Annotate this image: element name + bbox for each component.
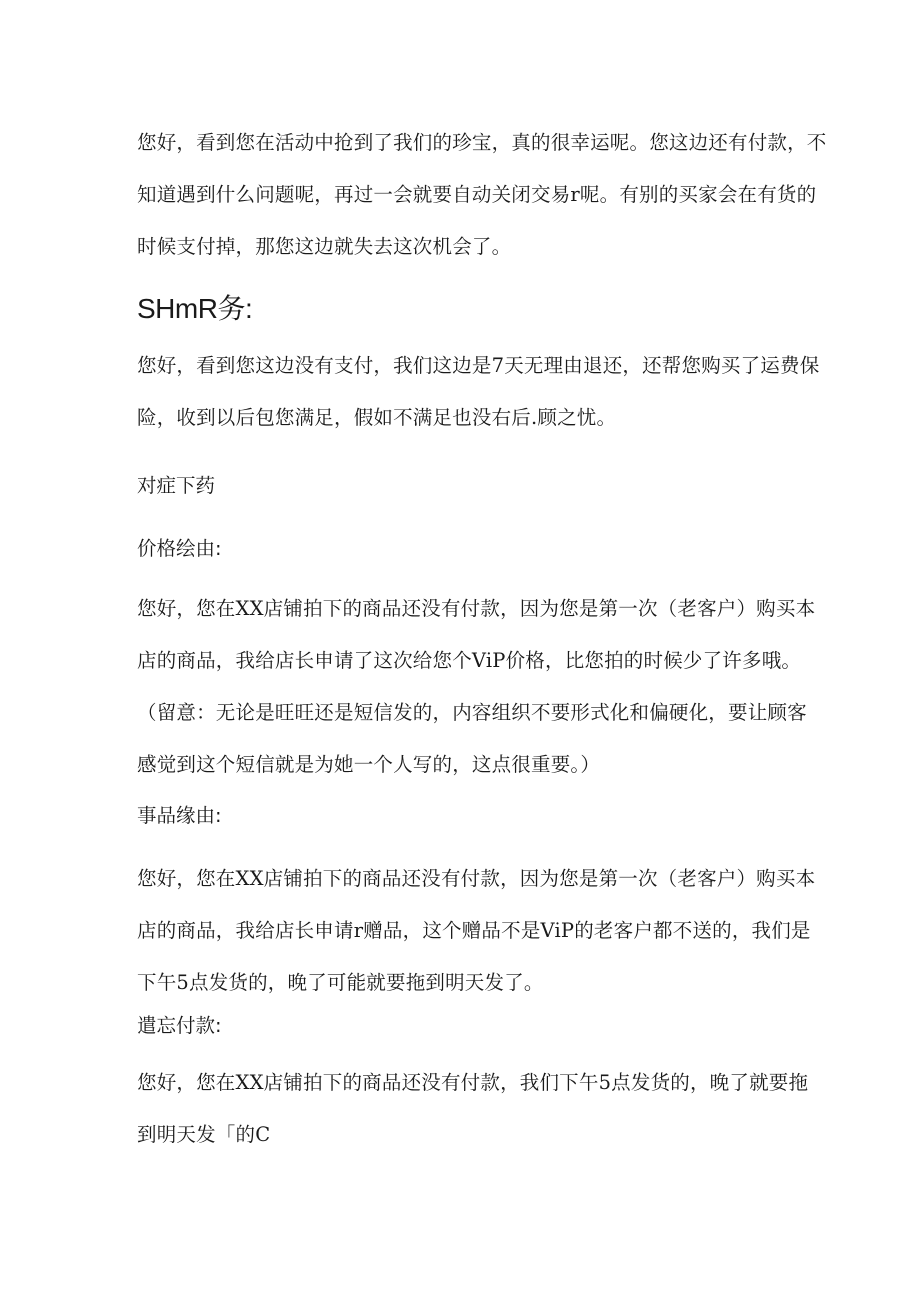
text-line: 您好，您在XX店铺拍下的商品还没有付款，我们下午5点发货的，晚了就要拖 [137,1071,809,1094]
text-line: 时候支付掉，那您这边就失去这次机会了。 [137,235,512,258]
text-line: 感觉到这个短信就是为她一个人写的，这点很重要。） [137,753,601,776]
text-line: 您好，您在XX店铺拍下的商品还没有付款，因为您是第一次（老客户）购买本 [137,867,816,890]
text-line: 下午5点发货的，晚了可能就要拖到明天发了。 [137,971,544,994]
section-heading-gift: 事品缘由: [137,804,222,827]
text-line: （留意：无论是旺旺还是短信发的，内容组织不要形式化和偏硬化，要让顾客 [137,701,807,724]
gift-paragraph [137,853,816,1009]
section-heading-price: 价格绘由: [137,537,222,560]
intro-paragraph [137,117,827,273]
forgot-paragraph [137,1057,809,1161]
price-paragraph [137,583,816,791]
section-heading-remedy: 对症下药 [137,474,216,497]
service-paragraph [137,340,820,444]
text-line: 您好，您在XX店铺拍下的商品还没有付款，因为您是第一次（老客户）购买本 [137,597,816,620]
text-line: 您好，看到您这边没有支付，我们这边是7天无理由退还，还帮您购买了运费保 [137,354,820,377]
text-line: 店的商品，我给店长申请了这次给您个ViP价格，比您拍的时候少了许多哦。 [137,649,802,672]
text-line: 到明天发「的C [137,1123,271,1146]
section-heading-forgot: 遣忘付款: [137,1014,222,1037]
text-line: 知道遇到什么问题呢，再过一会就要自动关闭交易r呢。有别的买家会在有货的 [137,183,817,206]
section-heading-service: SHmR务: [137,293,253,324]
text-line: 险，收到以后包您满足，假如不满足也没右后.顾之忧。 [137,406,617,429]
text-line: 您好，看到您在活动中抢到了我们的珍宝，真的很幸运呢。您这边还有付款，不 [137,131,827,154]
text-line: 店的商品，我给店长申请r赠品，这个赠品不是ViP的老客户都不送的，我们是 [137,919,811,942]
